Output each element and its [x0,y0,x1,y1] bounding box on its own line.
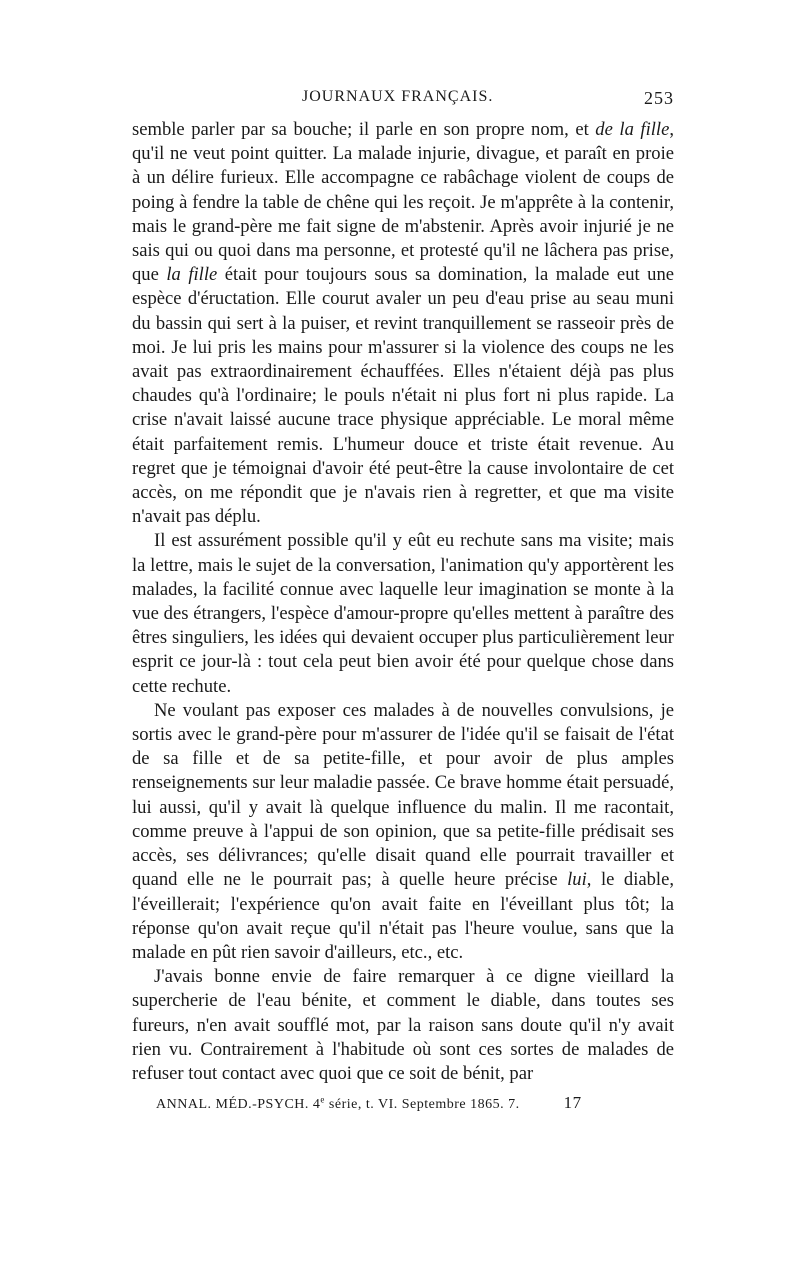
paragraph [132,118,674,529]
paragraph-text: , le diable, l'éveillerait; l'expérience qu'on avait faite en l'éveillant plus tôt; la réponse qu'on avait reçue qu'il n'était pas l'heure voulue, sans que la malade en pût rien savoir d'ailleurs, etc., etc. [132,869,674,963]
paragraph-text: Ne voulant pas exposer ces malades à de nouvelles convulsions, je sortis avec le grand-père pour m'assurer de l'idée qu'il se faisait de l'état de sa fille et de sa petite-fille, et pour avoir de plus amples renseignements sur leur maladie passée. Ce brave homme était persuadé, lui aussi, qu'il y avait là quelque influence du malin. Il me racontait, comme preuve à l'appui de son opinion, que sa petite-fille prédisait ses accès, ses délivrances; qu'elle disait quand elle pourrait travailler et quand elle ne le pourrait pas; à quelle heure précise [132,699,674,891]
paragraph-text: était pour toujours sous sa domination, la malade eut une espèce d'éructation. Elle courut avaler un peu d'eau prise au seau muni du bassin qui sert à la puiser, et revint tranquillement se rasseoir près de moi. Je lui pris les mains pour m'assurer si la violence des coups ne les avait pas extraordinairement échauffées. Elles n'étaient déjà pas plus chaudes qu'à l'ordinaire; le pouls n'était ni plus fort ni plus rapide. La crise n'avait laissé aucune trace physique appréciable. Le moral même était parfaitement remis. L'humeur douce et triste était revenue. Au regret que je témoignai d'avoir été peut-être la cause involontaire de cet accès, on me répondit que je n'avais rien à regretter, et que ma visite n'avait pas déplu. [132,264,675,528]
footer-citation: ANNAL. MÉD.-PSYCH. 4e série, t. VI. Septembre 1865. 7. [156,1094,520,1113]
page-header [132,88,674,118]
body-text [132,118,674,1086]
page-number: 253 [644,88,674,108]
paragraph-text: Il est assurément possible qu'il y eût eu rechute sans ma visite; mais la lettre, mais le sujet de la conversation, l'animation qu'y apportèrent les malades, la facilité connue avec laquelle leur imagination se monte à la vue des étrangers, l'espèce d'amour-propre qu'elles mettent à paraître des êtres singuliers, les idées qui devaient occuper plus particulièrement leur esprit ce jour-là : tout cela peut bien avoir été pour quelque chose dans cette rechute. [132,530,674,697]
paragraph-text: semble parler par sa bouche; il parle en son propre nom, et [132,119,596,140]
signature-mark: 17 [563,1093,582,1113]
italic-text: de la fille [595,119,670,140]
paragraph-text: , qu'il ne veut point quitter. La malade injurie, divague, et paraît en proie à un délire furieux. Elle accompagne ce rabâchage violent de coups de poing à fendre la table de chêne qui les reçoit. Je m'apprête à la contenir, mais le grand-père me fait signe de m'abstenir. Après avoir injurié je ne sais qui ou quoi dans ma personne, et protesté qu'il ne lâchera pas prise, que [132,119,674,286]
italic-text: la fille [166,264,218,286]
running-title: JOURNAUX FRANÇAIS. [302,88,494,105]
italic-text: lui [567,869,587,891]
paragraph [132,965,674,1086]
page-footer [132,1093,674,1113]
book-page [132,88,674,1113]
paragraph [132,529,674,698]
paragraph [132,699,674,965]
paragraph-text: J'avais bonne envie de faire remarquer à ce digne vieillard la supercherie de l'eau bénite, et comment le diable, dans toutes ses fureurs, n'en avait soufflé mot, par la raison sans doute qu'il n'y avait rien vu. Contrairement à l'habitude où sont ces sortes de malades de refuser tout contact avec quoi que ce soit de bénit, par [132,966,674,1084]
ordinal-superscript: e [320,1094,325,1105]
